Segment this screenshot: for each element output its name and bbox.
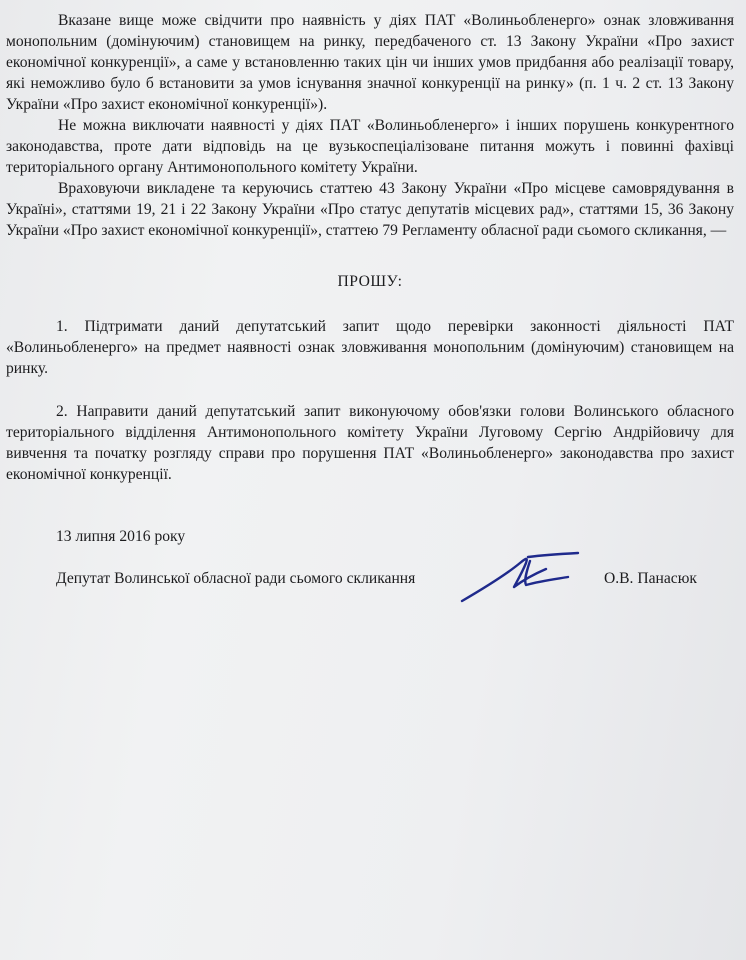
request-item-1: 1. Підтримати даний депутатський запит щодо перевірки законності діяльності ПАТ «Волиньобленерго» на предмет наявності ознак зловживання монопольним (домінуючим) становищем на ринку. — [6, 318, 734, 377]
signer-name: О.В. Панасюк — [604, 570, 697, 587]
paragraph-legal-basis: Враховуючи викладене та керуючись статтею 43 Закону України «Про місцеве самоврядування в Україні», статтями 19, 21 і 22 Закону України «Про статус депутатів місцевих рад», статтями 15, 36 Закону України «Про захист економічної конкуренції», статтею 79 Регламенту обласної ради сьомого скликання, — — [6, 180, 734, 239]
request-heading: ПРОШУ: — [337, 273, 403, 290]
paragraph-evidence: Вказане вище може свідчити про наявність у діях ПАТ «Волиньобленерго» ознак зловживання монопольним (домінуючим) становищем на ринку, передбаченого ст. 13 Закону України «Про захист економічної конкуренції», а саме у встановленню таких цін чи інших умов придбання або реалізації товару, які неможливо було б встановити за умов існування значної конкуренції на ринку» (п. 1 ч. 2 ст. 13 Закону України «Про захист економічної конкуренції»). — [6, 12, 734, 113]
handwritten-signature — [456, 551, 586, 606]
deputy-title: Депутат Волинської обласної ради сьомого скликання — [56, 570, 416, 587]
document-date: 13 липня 2016 року — [56, 528, 186, 545]
document-body — [6, 10, 734, 507]
paragraph-other-violations: Не можна виключати наявності у діях ПАТ «Волиньобленерго» і інших порушень конкурентного законодавства, проте дати відповідь на це вузькоспеціалізоване питання можуть і повинні фахівці територіального органу Антимонопольного комітету України. — [6, 117, 734, 176]
request-item-2: 2. Направити даний депутатський запит виконуючому обов'язки голови Волинського обласного територіального відділення Антимонопольного комітету України Луговому Сергію Андрійовичу для вивчення та початку розгляду справи про порушення ПАТ «Волиньобленерго» законодавства про захист економічної конкуренції. — [6, 403, 734, 483]
signature-block — [56, 565, 706, 605]
